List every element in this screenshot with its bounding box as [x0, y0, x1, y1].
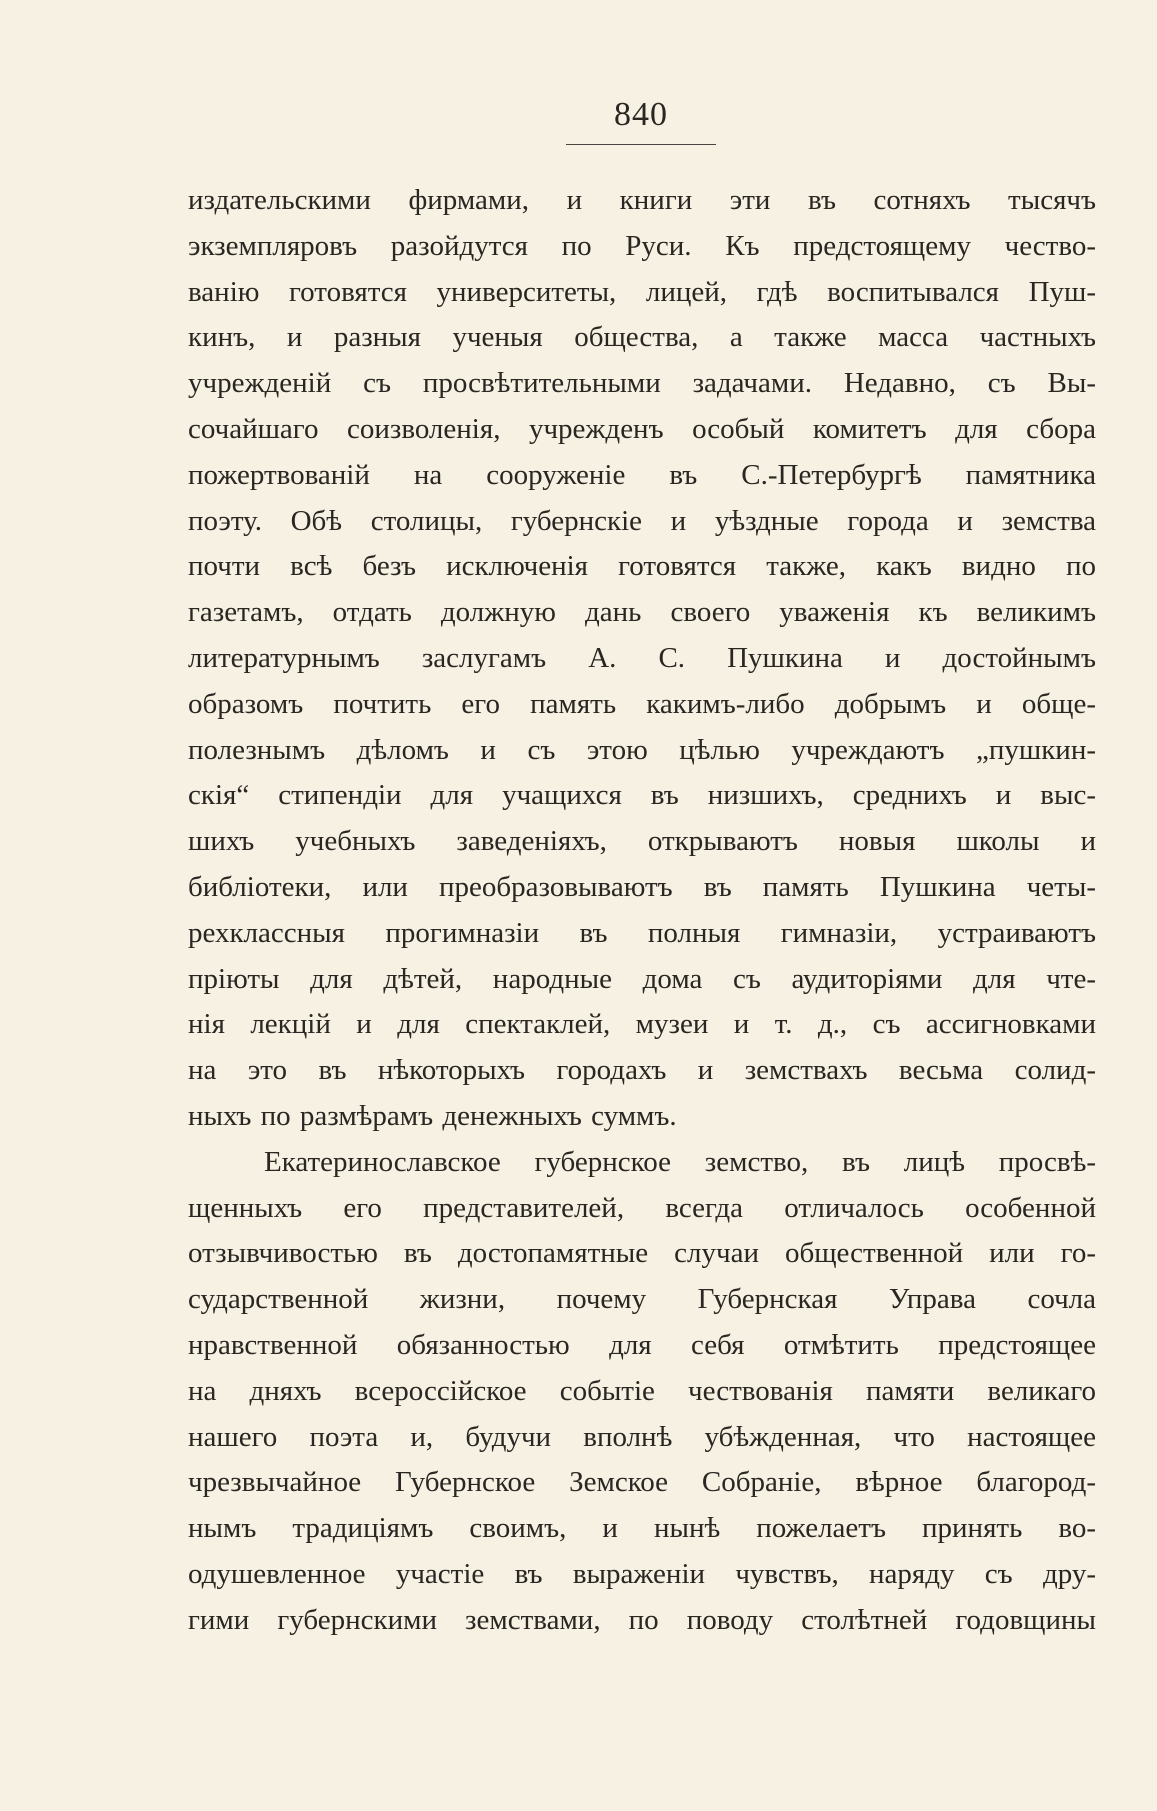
text-line: гими губернскими земствами, по поводу столѣтней годовщины	[188, 1603, 1096, 1636]
text-line: поэту. Обѣ столицы, губернскіе и уѣздные города и земства	[188, 504, 1096, 537]
text-line: щенныхъ его представителей, всегда отличалось особенной	[188, 1191, 1096, 1224]
text-line: ванію готовятся университеты, лицей, гдѣ воспитывался Пуш-	[188, 275, 1096, 308]
text-line: пріюты для дѣтей, народные дома съ аудиторіями для чте-	[188, 962, 1096, 995]
text-line: пожертвованій на сооруженіе въ С.-Петербургѣ памятника	[188, 458, 1096, 491]
text-line: газетамъ, отдать должную дань своего уваженія къ великимъ	[188, 596, 1096, 629]
text-line: нымъ традиціямъ своимъ, и нынѣ пожелаетъ принять во-	[188, 1512, 1096, 1545]
text-line: почти всѣ безъ исключенія готовятся также, какъ видно по	[188, 550, 1096, 583]
text-line: отзывчивостью въ достопамятные случаи общественной или го-	[188, 1237, 1096, 1270]
text-line: сочайшаго соизволенія, учрежденъ особый комитетъ для сбора	[188, 412, 1096, 445]
body-text	[188, 178, 1096, 1644]
page-number-rule	[566, 144, 716, 145]
text-line: на это въ нѣкоторыхъ городахъ и земствахъ весьма солид-	[188, 1054, 1096, 1087]
text-line: скія“ стипендіи для учащихся въ низшихъ, среднихъ и выс-	[188, 779, 1096, 812]
text-line: одушевленное участіе въ выраженіи чувствъ, наряду съ дру-	[188, 1557, 1096, 1590]
text-line: издательскими фирмами, и книги эти въ сотняхъ тысячъ	[188, 184, 1096, 216]
text-line: чрезвычайное Губернское Земское Собраніе, вѣрное благород-	[188, 1466, 1096, 1499]
text-line: рехклассныя прогимназіи въ полныя гимназіи, устраиваютъ	[188, 916, 1096, 949]
text-line: на дняхъ всероссійское событіе чествованія памяти великаго	[188, 1374, 1096, 1407]
paragraph	[188, 1140, 1096, 1644]
text-line: экземпляровъ разойдутся по Руси. Къ предстоящему чество-	[188, 229, 1096, 262]
text-line: библіотеки, или преобразовываютъ въ память Пушкина четы-	[188, 870, 1096, 903]
paragraph	[188, 178, 1096, 1140]
page-number: 840	[614, 96, 668, 133]
text-line: полезнымъ дѣломъ и съ этою цѣлью учреждаютъ „пушкин-	[188, 733, 1096, 766]
text-line: образомъ почтить его память какимъ-либо добрымъ и обще-	[188, 687, 1096, 720]
text-line: нравственной обязанностью для себя отмѣтить предстоящее	[188, 1328, 1096, 1361]
text-line: литературнымъ заслугамъ А. С. Пушкина и достойнымъ	[188, 641, 1096, 674]
text-line: шихъ учебныхъ заведеніяхъ, открываютъ новыя школы и	[188, 825, 1096, 858]
text-line: нія лекцій и для спектаклей, музеи и т. д., съ ассигновками	[188, 1008, 1096, 1041]
text-line: Екатеринославское губернское земство, въ лицѣ просвѣ-	[264, 1145, 1096, 1178]
text-line: учрежденій съ просвѣтительными задачами. Недавно, съ Вы-	[188, 367, 1096, 400]
text-line: сударственной жизни, почему Губернская Управа сочла	[188, 1283, 1096, 1316]
text-line: ныхъ по размѣрамъ денежныхъ суммъ.	[188, 1099, 677, 1132]
text-line: нашего поэта и, будучи вполнѣ убѣжденная, что настоящее	[188, 1420, 1096, 1453]
text-line: кинъ, и разныя ученыя общества, а также масса частныхъ	[188, 321, 1096, 354]
